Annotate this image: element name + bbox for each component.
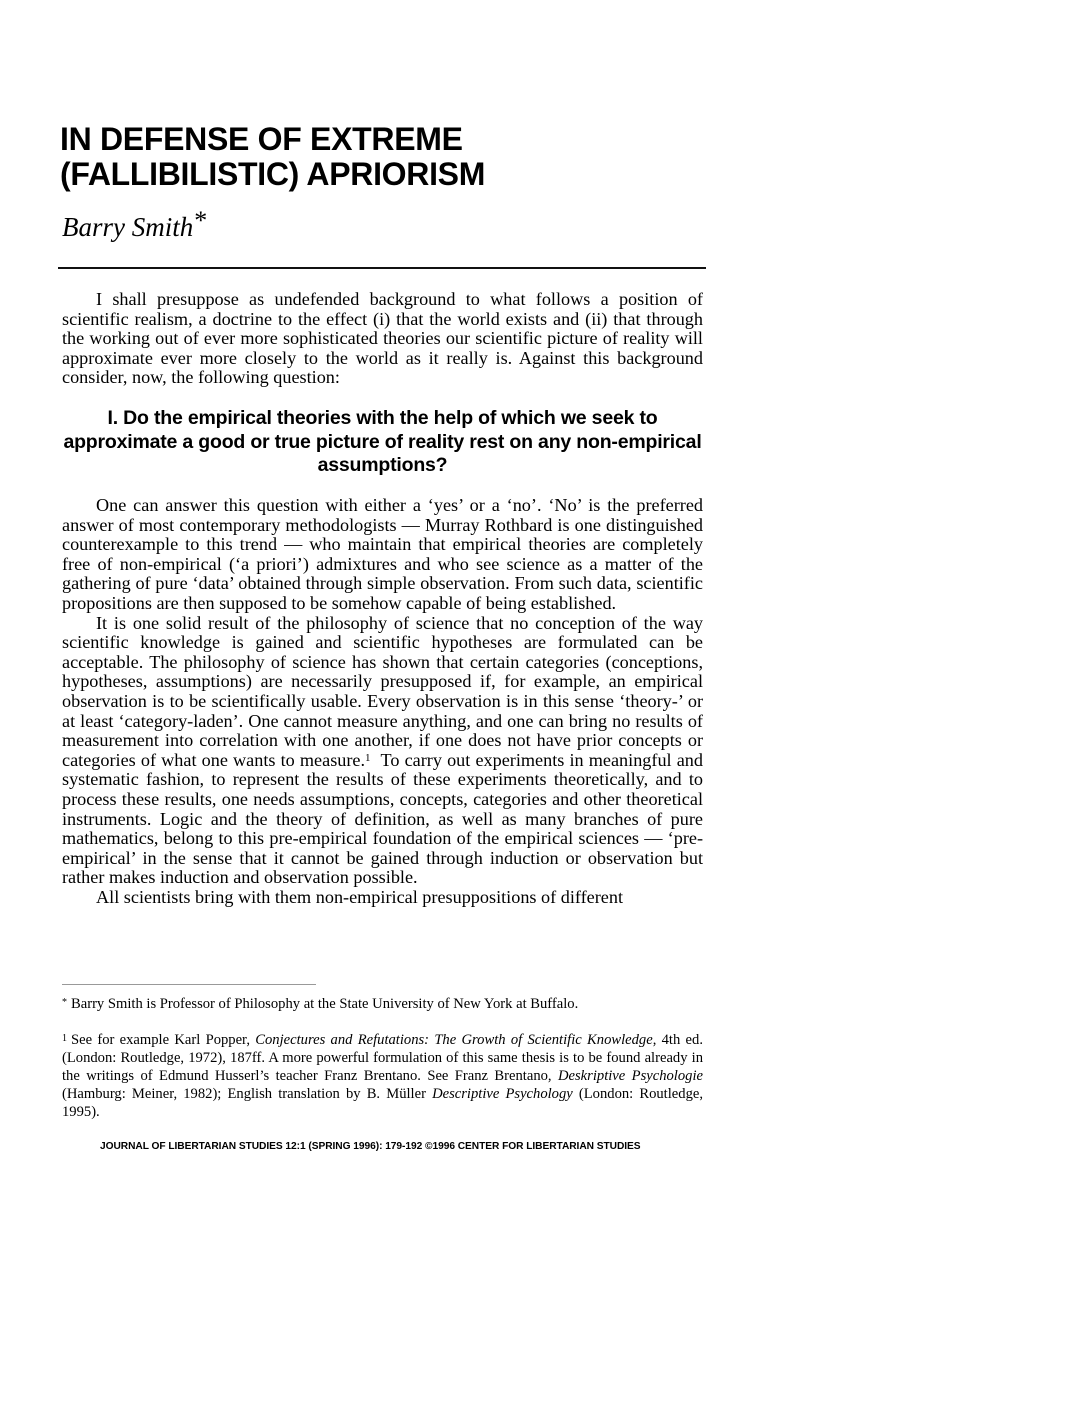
section-1-body [62,496,703,907]
paragraph-3: All scientists bring with them non-empirical presuppositions of different [96,886,624,907]
footnote-ref-1[interactable]: 1 [365,751,371,764]
author-byline [62,206,208,244]
title-line-2: (FALLIBILISTIC) APRIORISM [60,156,486,192]
paragraph-2-text-a: It is one solid result of the philosophy of science that no conception of the way scientific knowledge is gained and scientific hypotheses are formulated can be acceptable. The philosophy of science has shown that certain categories (conceptions, hypotheses, assumptions) are necessarily presupposed if, for example, an empirical observation is to be scientifically usable. Every observation is in this sense ‘theory-’ or at least ‘category-laden’. One cannot measure anything, and one can bring no results of measurement into correlation with one another, if one does not have prior concepts or categories of what one wants to measure. [62,612,703,770]
title-divider [58,267,706,269]
paragraph-1: One can answer this question with either a ‘yes’ or a ‘no’. ‘No’ is the preferred answer of most contemporary methodologists — Murray Rothbard is one distinguished counterexample to this trend — who maintain that empirical theories are completely free of non-empirical (‘a priori’) admixtures and who see science as a matter of the gathering of pure ‘data’ obtained through simple observation. From such data, scientific propositions are then supposed to be somehow capable of being established. [62,495,703,613]
journal-citation-line: JOURNAL OF LIBERTARIAN STUDIES 12:1 (SPRING 1996): 179-192 ©1996 CENTER FOR LIBERTARIAN STUDIES [100,1141,641,1152]
footnote-star-text: Barry Smith is Professor of Philosophy at the State University of New York at Buffalo. [71,996,579,1012]
intro-paragraph: I shall presuppose as undefended background to what follows a position of scientific realism, a doctrine to the effect (i) that the world exists and (ii) that through the working out of ever more sophisticated theories our scientific picture of reality will approximate ever more closely to the world as it really is. Against this background consider, now, the following question: [62,289,703,388]
footnote-1-text-c: (Hamburg: Meiner, 1982); English translation by B. Müller [62,1086,433,1102]
footnote-divider [62,984,316,985]
footnote-1-text-d: (London: Routledge, 1995). [62,1086,703,1120]
title-line-1: IN DEFENSE OF EXTREME [60,121,463,157]
footnote-1-text-b: , 4th ed. (London: Routledge, 1972), 187ff. A more powerful formulation of this same thesis is to be found already in the writings of Edmund Husserl’s teacher Franz Brentano. See Franz Brentano, [62,1032,703,1084]
article-title [60,122,720,192]
paragraph-2-text-b: To carry out experiments in meaningful and systematic fashion, to represent the results of these experiments theoretically, and to process these results, one needs assumptions, concepts, categories and other theoretical instruments. Logic and the theory of definition, as well as many branches of pure mathematics, belong to this pre-empirical foundation of the empirical sciences — ‘pre-empirical’ in the sense that it cannot be gained through induction or observation but rather makes induction and observation possible. [62,749,703,888]
footnote-1-title-popper: Conjectures and Refutations: The Growth of Scientific Knowledge [255,1032,653,1048]
paragraph-2 [62,614,703,888]
footnote-1 [62,1031,703,1121]
author-name: Barry Smith [62,212,194,242]
intro-block [62,290,703,388]
footnote-star [62,995,703,1013]
footnote-1-title-brentano-de: Deskriptive Psychologie [557,1068,703,1084]
footnote-1-title-brentano-en: Descriptive Psychology [432,1086,573,1102]
footnote-star-mark: * [62,997,67,1008]
footnote-1-text-a: See for example Karl Popper, [71,1032,256,1048]
footnote-1-mark: 1 [62,1033,67,1044]
author-footnote-mark[interactable]: * [194,206,208,235]
section-heading-1: I. Do the empirical theories with the help of which we seek to approximate a good or true picture of reality rest on any non-empirical assumptions? [63,407,702,476]
